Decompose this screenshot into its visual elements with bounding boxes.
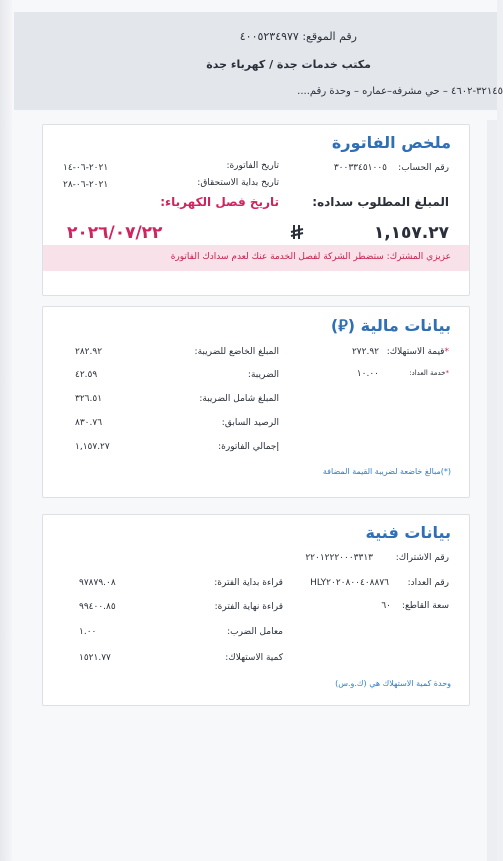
- taxable-label: المبلغ الخاضع للضريبة:: [194, 347, 279, 357]
- end-reading-value: ٩٩٤٠٠.٨٥: [79, 602, 116, 612]
- summary-title: ملخص الفاتورة: [331, 133, 451, 152]
- invoice-header: [14, 12, 503, 110]
- amount-due-value: ١,١٥٧.٢٧: [373, 223, 449, 243]
- invoice-total-value: ١,١٥٧.٢٧: [75, 442, 110, 452]
- cut-date-value: ٢٠٢٦/٠٧/٢٢: [67, 223, 163, 243]
- cut-date-label: تاريخ فصل الكهرباء:: [160, 195, 279, 209]
- account-label: رقم الحساب:: [398, 163, 449, 173]
- multiplier-label: معامل الضرب:: [227, 627, 283, 637]
- vat-note: (*)مبالغ خاضعة لضريبة القيمة المضافة: [322, 467, 451, 476]
- start-reading-label: قراءة بداية الفترة:: [214, 578, 283, 588]
- cut-warning: [43, 245, 469, 271]
- subscription-label: رقم الاشتراك:: [395, 553, 449, 563]
- meter-label: رقم العداد:: [407, 578, 449, 588]
- breaker-label: سعة القاطع:: [401, 601, 449, 611]
- invoice-total-label: إجمالي الفاتورة:: [218, 442, 279, 452]
- technical-card: [42, 514, 470, 706]
- meter-value: HLY٢٠٢٠٨٠٠٤٠٨٨٧٦: [310, 578, 389, 588]
- meter-service-label: *خدمة العداد:: [409, 369, 449, 377]
- tax-value: ٤٢.٥٩: [75, 370, 98, 380]
- summary-card: [42, 124, 470, 296]
- amount-due-label: المبلغ المطلوب سداده:: [312, 195, 449, 209]
- site-number: رقم الموقع: ٤٠٠٥٢٣٤٩٧٧: [239, 30, 357, 43]
- consumption-qty-value: ١٥٢١.٧٧: [79, 653, 111, 663]
- subscription-value: ٢٢٠١٢٢٢٠٠٠٣٣١٣: [305, 553, 373, 563]
- left-shadow: [0, 0, 12, 861]
- due-start-label: تاريخ بداية الاستحقاق:: [197, 178, 279, 188]
- due-start-value: ٢٠٢١-٠٦-٢٨: [63, 180, 109, 190]
- total-with-tax-label: المبلغ شامل الضريبة:: [199, 394, 279, 404]
- end-reading-label: قراءة نهاية الفترة:: [214, 602, 283, 612]
- breaker-value: ٦٠: [381, 601, 391, 611]
- cut-warning-text: عزيزي المشترك: ستضطر الشركة لفصل الخدمة عنك لعدم سدادك الفاتورة: [170, 252, 451, 262]
- tax-label: الضريبة:: [247, 370, 279, 380]
- financial-card: [42, 306, 470, 498]
- consumption-value: ٢٧٢.٩٢: [351, 347, 379, 357]
- consumption-label: *قيمة الاستهلاك:: [386, 347, 449, 357]
- riyal-icon: [289, 223, 307, 246]
- unit-note: وحدة كمية الاستهلاك هي (ك.و.س): [335, 679, 451, 688]
- technical-title: بيانات فنية: [365, 523, 451, 542]
- total-with-tax-value: ٣٢٦.٥١: [75, 394, 103, 404]
- account-value: ٣٠٠٣٣٤٥١٠٠٥: [333, 163, 387, 173]
- office-name: مكتب خدمات جدة / كهرباء جدة: [206, 58, 371, 71]
- taxable-value: ٢٨٢.٩٢: [75, 347, 103, 357]
- meter-service-value: ١٠.٠٠: [356, 369, 379, 379]
- invoice-date-value: ٢٠٢١-٠٦-١٤: [63, 163, 109, 173]
- financial-title: بيانات مالية (⃁): [330, 316, 451, 335]
- multiplier-value: ١.٠٠: [79, 627, 97, 637]
- invoice-date-label: تاريخ الفاتورة:: [226, 161, 279, 171]
- consumption-qty-label: كمية الاستهلاك:: [225, 653, 283, 663]
- previous-balance-label: الرصيد السابق:: [221, 418, 279, 428]
- previous-balance-value: ٨٣٠.٧٦: [75, 418, 103, 428]
- address: ٣٢١٤٥-٤٦٠٢ – حي مشرفه–عماره – وحدة رقم....: [297, 86, 503, 97]
- right-strip: [487, 120, 497, 861]
- start-reading-value: ٩٧٨٧٩.٠٨: [79, 578, 116, 588]
